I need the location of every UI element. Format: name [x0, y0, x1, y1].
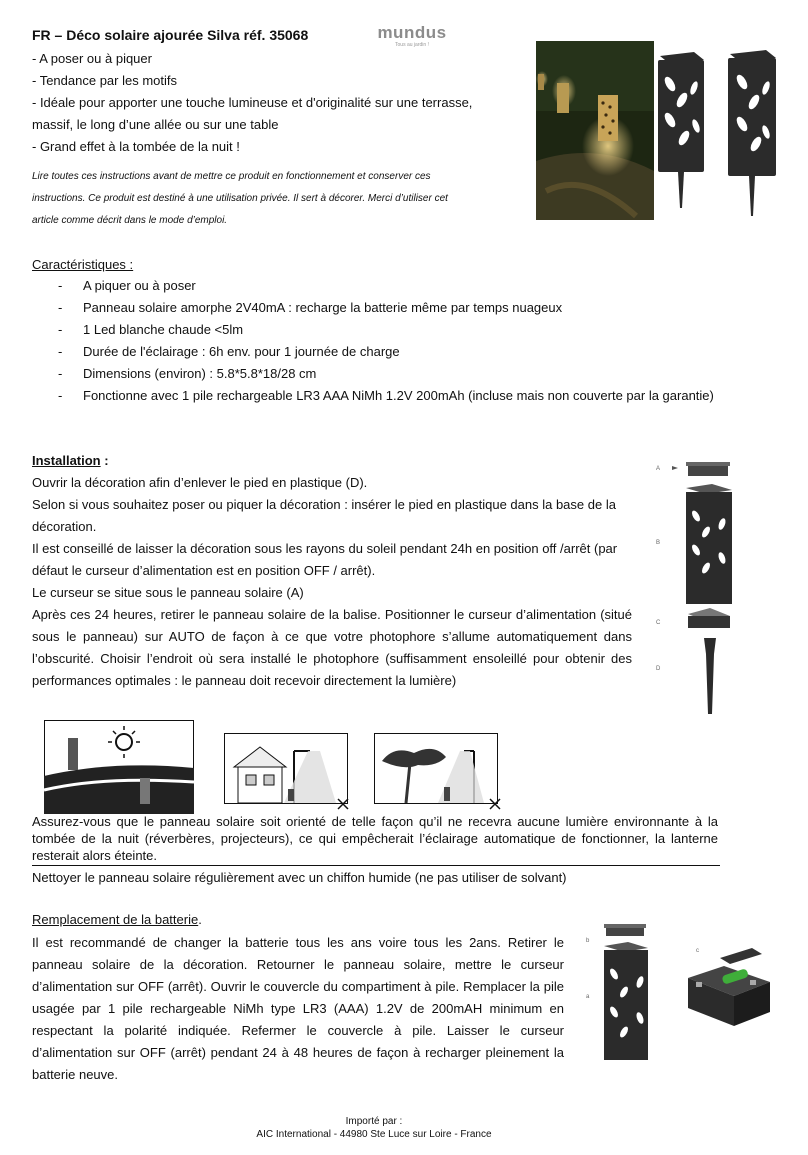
brand-logo: [372, 24, 452, 48]
installation-paragraph: Ouvrir la décoration afin d’enlever le pied en plastique (D).: [32, 475, 368, 490]
list-item-text: Fonctionne avec 1 pile rechargeable LR3 AAA NiMh 1.2V 200mAh (incluse mais non couverte par la garantie): [83, 388, 714, 403]
list-item: [58, 385, 738, 407]
battery-heading-text: Remplacement de la batterie: [32, 912, 199, 927]
battery-label-a: a: [586, 994, 590, 1000]
notice-line: Lire toutes ces instructions avant de mettre ce produit en fonctionnement et conserver ces: [32, 171, 431, 182]
list-bullet: -: [58, 366, 63, 381]
installation-heading: [32, 453, 109, 468]
diagram-label-a: A: [656, 466, 661, 472]
characteristics-heading: Caractéristiques :: [32, 257, 134, 272]
product-lanterns-image: [654, 48, 784, 220]
list-bullet: -: [58, 344, 63, 359]
diagram-label-d: D: [656, 666, 661, 672]
list-item: [58, 297, 738, 319]
battery-label-b: b: [586, 938, 590, 944]
list-item-text: Panneau solaire amorphe 2V40mA : recharge la batterie même par temps nuageux: [83, 300, 563, 315]
list-item: [58, 363, 738, 385]
list-item-text: Dimensions (environ) : 5.8*5.8*18/28 cm: [83, 366, 317, 381]
list-bullet: -: [58, 278, 63, 293]
intro-bullet: - A poser ou à piquer: [32, 51, 152, 66]
installation-heading-text: Installation: [32, 453, 101, 468]
list-item: [58, 319, 738, 341]
list-bullet: -: [58, 300, 63, 315]
installation-paragraph: Selon si vous souhaitez poser ou piquer la décoration : insérer le pied en plastique dans la base de la décoration.: [32, 497, 616, 534]
installation-heading-suffix: :: [100, 453, 109, 468]
placement-illustration-streetlight: [224, 733, 348, 809]
notice-line: article comme décrit dans le mode d’emploi.: [32, 215, 228, 226]
intro-bullet: - Idéale pour apporter une touche lumineuse et d'originalité sur une terrasse,: [32, 95, 473, 110]
usage-notice: [32, 166, 512, 232]
list-bullet: -: [58, 322, 63, 337]
intro-bullet: - Grand effet à la tombée de la nuit !: [32, 139, 240, 154]
list-bullet: -: [58, 388, 63, 403]
diagram-label-c: C: [656, 620, 661, 626]
diagram-label-b: B: [656, 540, 661, 546]
battery-instructions: Il est recommandé de changer la batterie tous les ans voire tous les 2ans. Retirer le panneau solaire de la décoration. Retourner le panneau solaire, mettre le curseur d’alimentation sur OFF (arrêt). Ouvrir le couvercle du compartiment à pile. Remplacer la pile usagée par 1 pile rechargeable NiMh type LR3 (AAA) 1.2V de 200mAH minimum en respectant la polarité indiquée. Refermer le couvercle à pile. Laisser le curseur d’alimentation sur OFF (arrêt) pendant 24 à 48 heures de façon à recharger pleinement la batterie neuve.: [32, 935, 564, 1082]
list-item-text: Durée de l'éclairage : 6h env. pour 1 journée de charge: [83, 344, 400, 359]
intro-bullet: massif, le long d’une allée ou sur une table: [32, 117, 279, 132]
battery-label-c: c: [696, 948, 699, 954]
notice-line: instructions. Ce produit est destiné à une utilisation privée. Il sert à décorer. Merci d’utiliser cet: [32, 193, 448, 204]
installation-paragraph: Après ces 24 heures, retirer le panneau solaire de la balise. Positionner le curseur d’alimentation (situé sous le panneau) sur AUTO de façon à ce que votre photophore s’allume automatiquement dans l’obscurité. Choisir l’endroit où sera installé le photophore (suffisamment ensoleillé pour obtenir des performances optimales : le panneau doit recevoir directement la lumière): [32, 607, 632, 688]
page-title: FR – Déco solaire ajourée Silva réf. 35068: [32, 27, 309, 43]
installation-paragraph: Il est conseillé de laisser la décoration sous les rayons du soleil pendant 24h en position off /arrêt (par défaut le curseur d’alimentation est en position OFF / arrêt).: [32, 541, 618, 578]
placement-illustration-ok: [44, 720, 194, 814]
logo-tagline: Tous au jardin !: [395, 42, 429, 48]
footer-importer-address: AIC International - 44980 Ste Luce sur Loire - France: [256, 1129, 492, 1140]
list-item-text: 1 Led blanche chaude <5lm: [83, 322, 244, 337]
logo-brand-text: mundus: [377, 23, 447, 42]
section-divider: [32, 865, 720, 866]
intro-bullet: - Tendance par les motifs: [32, 73, 177, 88]
placement-illustration-tree: [374, 733, 500, 809]
cleaning-instruction: Nettoyer le panneau solaire régulièrement avec un chiffon humide (ne pas utiliser de solvant): [32, 870, 567, 885]
battery-heading-suffix: .: [198, 912, 202, 927]
list-item: [58, 275, 738, 297]
battery-replacement-diagram: [584, 922, 780, 1068]
battery-heading: [32, 912, 202, 927]
installation-paragraph: Le curseur se situe sous le panneau solaire (A): [32, 585, 304, 600]
list-item: [58, 341, 738, 363]
characteristics-list: [58, 275, 738, 407]
exploded-lantern-diagram: [650, 458, 740, 718]
list-item-text: A piquer ou à poser: [83, 278, 196, 293]
orientation-warning: Assurez-vous que le panneau solaire soit orienté de telle façon qu’il ne recevra aucune lumière environnante à la tombée de la nuit (réverbères, projecteurs), ce qui empêcherait l’éclairage automatique de fonctionner, la lanterne resterait alors éteinte.: [32, 814, 718, 863]
footer-importer-label: Importé par :: [345, 1116, 403, 1127]
product-night-photo: [536, 41, 654, 220]
